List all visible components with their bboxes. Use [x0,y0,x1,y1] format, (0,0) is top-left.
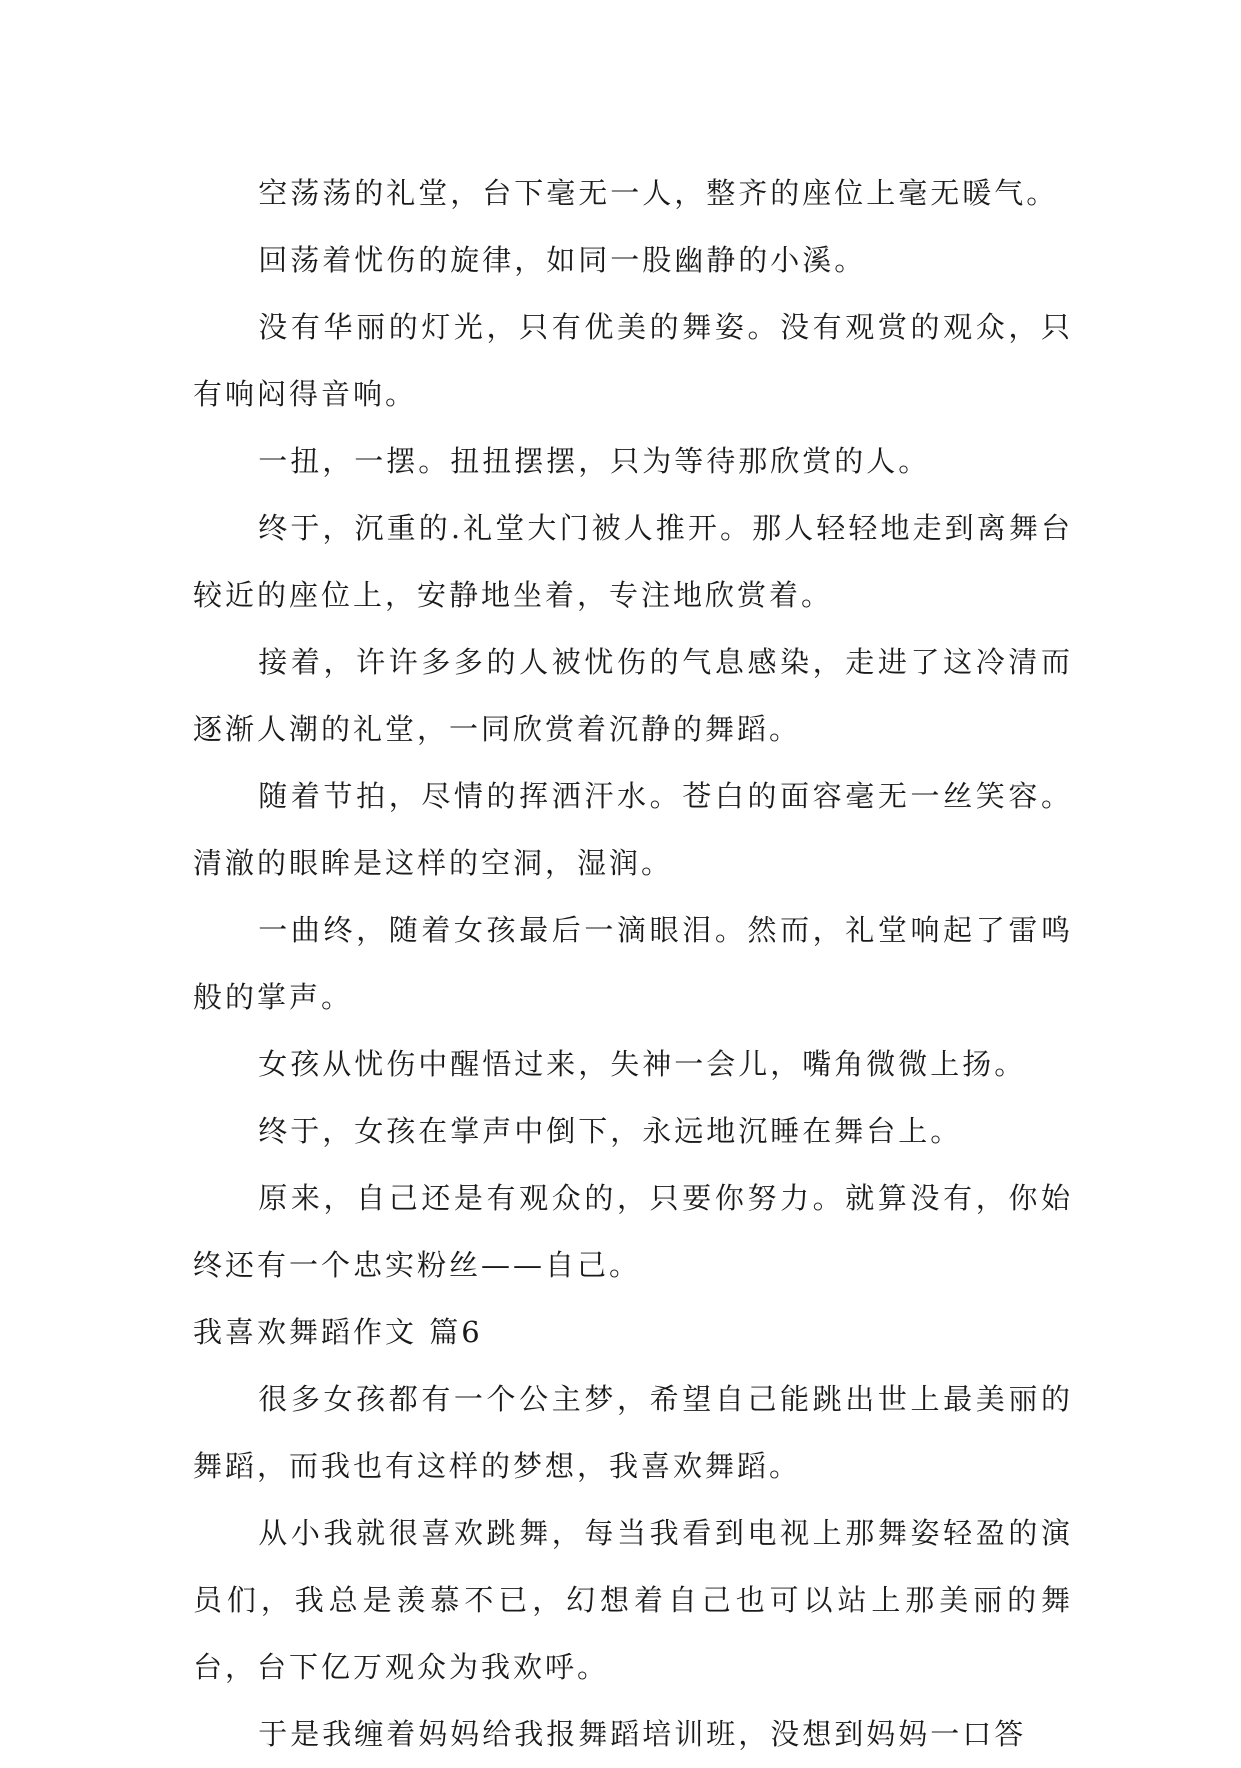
paragraph: 空荡荡的礼堂，台下毫无一人，整齐的座位上毫无暖气。 [258,176,1059,210]
paragraph: 原来，自己还是有观众的，只要你努力。就算没有，你始终还有一个忠实粉丝——自己。 [193,1181,1073,1282]
paragraph: 很多女孩都有一个公主梦，希望自己能跳出世上最美丽的舞蹈，而我也有这样的梦想，我喜欢舞蹈。 [193,1382,1073,1483]
article-body [193,160,1073,1768]
paragraph: 女孩从忧伤中醒悟过来，失神一会儿，嘴角微微上扬。 [258,1047,1027,1081]
paragraph: 一曲终，随着女孩最后一滴眼泪。然而，礼堂响起了雷鸣般的掌声。 [193,913,1073,1014]
paragraph: 一扭，一摆。扭扭摆摆，只为等待那欣赏的人。 [258,444,931,478]
paragraph: 接着，许许多多的人被忧伤的气息感染，走进了这冷清而逐渐人潮的礼堂，一同欣赏着沉静的舞蹈。 [193,645,1073,746]
paragraph: 于是我缠着妈妈给我报舞蹈培训班，没想到妈妈一口答 [258,1717,1027,1751]
paragraph: 回荡着忧伤的旋律，如同一股幽静的小溪。 [258,243,867,277]
paragraph: 没有华丽的灯光，只有优美的舞姿。没有观赏的观众，只有响闷得音响。 [193,310,1073,411]
section-heading: 我喜欢舞蹈作文 篇6 [193,1315,483,1349]
paragraph: 随着节拍，尽情的挥洒汗水。苍白的面容毫无一丝笑容。清澈的眼眸是这样的空洞，湿润。 [193,779,1073,880]
paragraph: 终于，沉重的.礼堂大门被人推开。那人轻轻地走到离舞台较近的座位上，安静地坐着，专注地欣赏着。 [193,511,1073,612]
paragraph: 从小我就很喜欢跳舞，每当我看到电视上那舞姿轻盈的演员们，我总是羡慕不已，幻想着自己也可以站上那美丽的舞台，台下亿万观众为我欢呼。 [193,1516,1073,1684]
paragraph: 终于，女孩在掌声中倒下，永远地沉睡在舞台上。 [258,1114,963,1148]
